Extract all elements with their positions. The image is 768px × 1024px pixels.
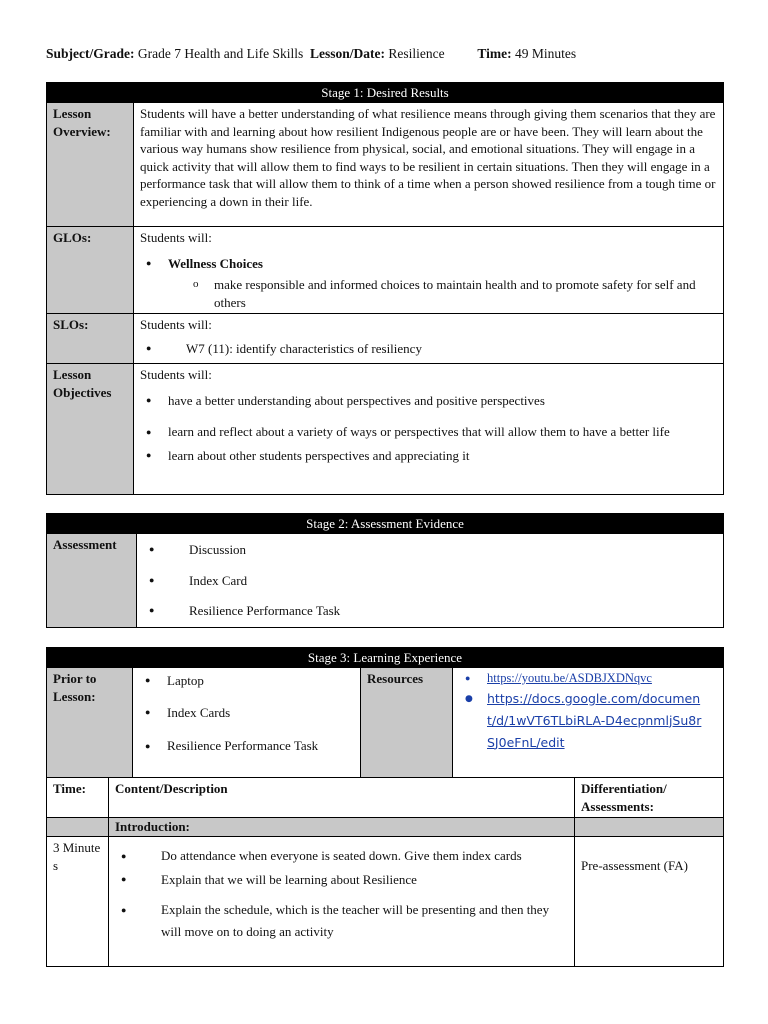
intro-diff-blank — [575, 818, 724, 837]
prior-label: Prior to Lesson: — [47, 668, 133, 778]
intro-assessment: Pre-assessment (FA) — [575, 837, 724, 967]
objectives-intro: Students will: — [140, 367, 212, 382]
assessment-item: ● Discussion — [143, 541, 717, 559]
stage3-table — [46, 647, 724, 967]
slos-cell — [134, 314, 724, 364]
overview-text: Students will have a better understanding of what resilience means through giving them scenarios that they are familiar with and learning about how resilient Indigenous people are or have been. They will learn about the various way humans show resilience from physical, social, and emotional situations. They will engage in a quick activity that will allow them to find ways to be resilient in certain situations. Then they will engage in a performance task that will allow them to think of a time when a person showed resilience from a tough time or experiencing a down in their life. — [134, 103, 724, 227]
prior-item: ● Laptop — [139, 672, 354, 690]
overview-label: Lesson Overview: — [47, 103, 134, 227]
resources-cell — [453, 668, 724, 778]
objectives-label: Lesson Objectives — [47, 364, 134, 495]
lesson-label: Lesson/Date: — [309, 46, 385, 61]
slos-intro: Students will: — [140, 317, 212, 332]
intro-item: ● Explain that we will be learning about Resilience — [115, 871, 568, 889]
time-col-header: Time: — [47, 778, 109, 818]
intro-item: ● Do attendance when everyone is seated down. Give them index cards — [115, 845, 568, 867]
slos-bullet: ● W7 (11): identify characteristics of resiliency — [140, 340, 717, 358]
intro-label: Introduction: — [109, 818, 575, 837]
glos-intro: Students will: — [140, 230, 212, 245]
assessment-cell — [137, 534, 724, 628]
prior-item: ● Resilience Performance Task — [139, 735, 354, 757]
intro-time: 3 Minutes — [47, 837, 109, 967]
intro-time-blank — [47, 818, 109, 837]
objective-item: ● have a better understanding about perspectives and positive perspectives — [140, 392, 717, 410]
resource-link-document[interactable]: ● https://docs.google.com/document/d/1wVT6TLbiRLA-D4ecpnmljSu8rSJ0eFnL/edit — [459, 688, 717, 754]
objective-item: ● learn and reflect about a variety of ways or perspectives that will allow them to have a better life — [140, 421, 717, 443]
intro-content-cell — [109, 837, 575, 967]
resources-label: Resources — [361, 668, 453, 778]
assessment-label: Assessment — [47, 534, 137, 628]
content-col-header: Content/Description — [109, 778, 575, 818]
prior-cell — [133, 668, 361, 778]
subject-value: Grade 7 Health and Life Skills — [137, 46, 304, 61]
lesson-header — [46, 46, 576, 62]
intro-item: ● Explain the schedule, which is the teacher will be presenting and then they will move on to doing an activity — [115, 899, 568, 943]
glos-bullet: ● Wellness Choices — [140, 255, 717, 273]
stage1-title: Stage 1: Desired Results — [47, 83, 724, 103]
objectives-cell — [134, 364, 724, 495]
stage3-title: Stage 3: Learning Experience — [47, 648, 724, 668]
prior-item: ● Index Cards — [139, 704, 354, 722]
resource-link-video[interactable]: ● https://youtu.be/ASDBJXDNqvc — [459, 670, 717, 688]
glos-label: GLOs: — [47, 227, 134, 314]
subject-label: Subject/Grade: — [46, 46, 135, 61]
time-value: 49 Minutes — [514, 46, 577, 61]
diff-col-header: Differentiation/ Assessments: — [575, 778, 724, 818]
lesson-value: Resilience — [388, 46, 445, 61]
slos-label: SLOs: — [47, 314, 134, 364]
glos-cell — [134, 227, 724, 314]
stage1-table — [46, 82, 724, 495]
stage2-table — [46, 513, 724, 628]
assessment-item: ● Index Card — [143, 572, 717, 590]
objective-item: ● learn about other students perspectives and appreciating it — [140, 447, 717, 465]
stage2-title: Stage 2: Assessment Evidence — [47, 514, 724, 534]
glos-sub-item: o make responsible and informed choices to maintain health and to promote safety for self and others — [140, 276, 717, 311]
assessment-item: ● Resilience Performance Task — [143, 602, 717, 620]
time-label: Time: — [477, 46, 512, 61]
